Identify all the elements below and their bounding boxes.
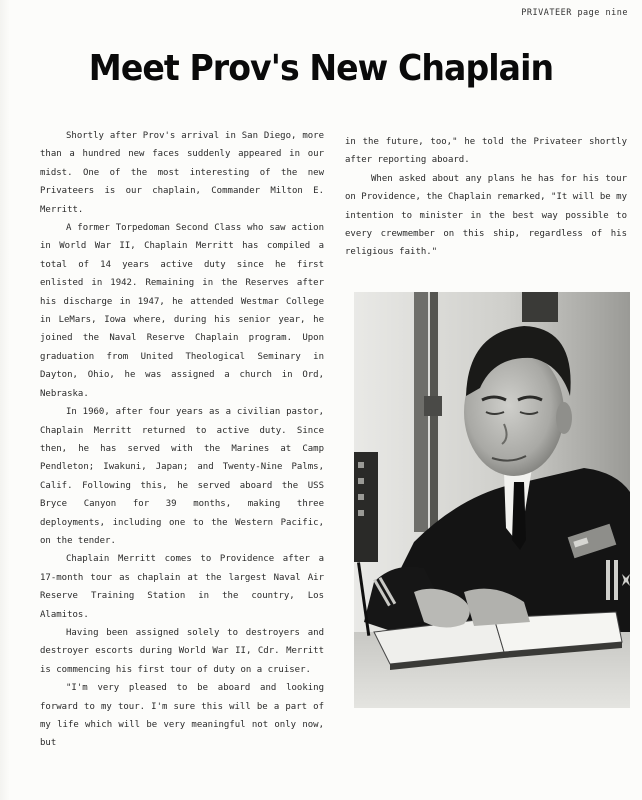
chaplain-photo: [354, 292, 630, 708]
paragraph: Shortly after Prov's arrival in San Diego, more than a hundred new faces suddenly appeared in our midst. One of the most interesting of the new Privateers is our chaplain, Commander Milton E. Merritt.: [40, 131, 324, 215]
paragraph: "I'm very pleased to be aboard and looking forward to my tour. I'm sure this will be a part of my life which will be very meaningful not only now, but: [40, 683, 324, 749]
paragraph: In 1960, after four years as a civilian pastor, Chaplain Merritt returned to active duty. Since then, he has served with the Marines at Camp Pendleton; Iwakuni, Japan; and Twenty-Nine Palms, Calif. Following this, he served aboard the USS Bryce Canyon for 39 months, making three deployments, including one to the Western Pacific, on the tender.: [40, 407, 324, 546]
paragraph: Having been assigned solely to destroyers and destroyer escorts during World War II, Cdr. Merritt is commencing his first tour of duty on a cruiser.: [40, 627, 324, 675]
paragraph: in the future, too," he told the Privateer shortly after reporting aboard.: [345, 137, 627, 166]
paragraph: A former Torpedoman Second Class who saw action in World War II, Chaplain Merritt has compiled a total of 14 years active duty since he first enlisted in 1942. Remaining in the Reserves after his discharge in 1947, he attended Westmar College in LeMars, Iowa where, during his senior year, he joined the Naval Reserve Chaplain program. Upon graduation from United Theological Seminary in Dayton, Ohio, he was assigned a church in Ord, Nebraska.: [40, 223, 324, 399]
paragraph: Chaplain Merritt comes to Providence after a 17-month tour as chaplain at the largest Naval Air Reserve Training Station in the country, Los Alamitos.: [40, 554, 324, 620]
right-column: [345, 133, 627, 262]
paragraph: When asked about any plans he has for his tour on Providence, the Chaplain remarked, "It will be my intention to minister in the best way possible to every crewmember on this ship, regardless of his religious faith.": [345, 173, 627, 258]
left-column: [40, 127, 324, 753]
running-head: PRIVATEER page nine: [521, 8, 628, 18]
headline: Meet Prov's New Chaplain: [88, 48, 554, 89]
